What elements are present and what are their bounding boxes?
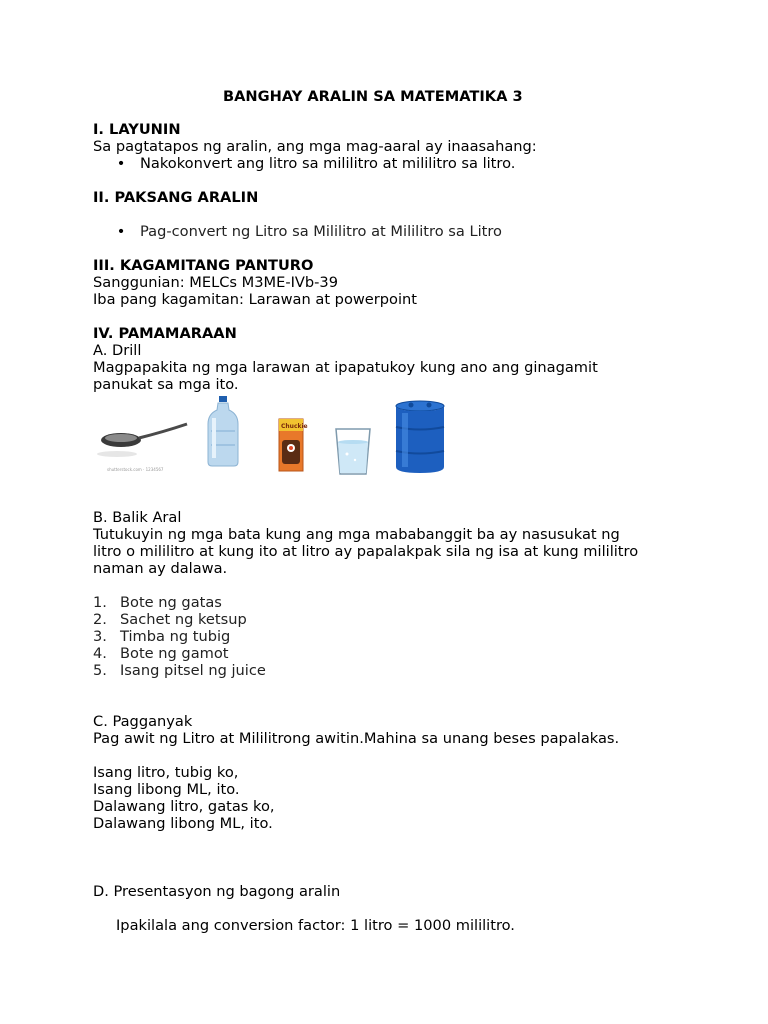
paksa-bullet: [116, 223, 502, 240]
song-line: Isang litro, tubig ko,: [93, 764, 239, 781]
list-item: [93, 611, 247, 628]
spoon-image: [93, 410, 189, 474]
drill-text-line1: Magpapakita ng mga larawan at ipapatukoy kung ano ang ginagamit: [93, 359, 598, 376]
list-text: Timba ng tubig: [120, 628, 231, 645]
presentasyon-label: D. Presentasyon ng bagong aralin: [93, 883, 341, 900]
pagganyak-label: C. Pagganyak: [93, 713, 193, 730]
list-text: Bote ng gamot: [120, 645, 229, 662]
list-item: [93, 645, 229, 662]
chocolate-drink-box-image: [278, 418, 308, 472]
section-heading-paksang-aralin: II. PAKSANG ARALIN: [93, 189, 259, 206]
list-text: Sachet ng ketsup: [120, 611, 247, 628]
section-heading-pamamaraan: IV. PAMAMARAAN: [93, 325, 237, 342]
list-item: [93, 594, 222, 611]
song-line: Dalawang libong ML, ito.: [93, 815, 273, 832]
balik-aral-line3: naman ay dalawa.: [93, 560, 228, 577]
layunin-bullet-text: Nakokonvert ang litro sa mililitro at mililitro sa litro.: [140, 155, 516, 172]
balik-aral-line2: litro o mililitro at kung ito at litro ay papalakpak sila ng isa at kung mililitro: [93, 543, 639, 560]
list-number: 1.: [93, 594, 107, 611]
balik-aral-line1: Tutukuyin ng mga bata kung ang mga mababanggit ba ay nasusukat ng: [93, 526, 620, 543]
drill-label: A. Drill: [93, 342, 142, 359]
kagamitan-line: Iba pang kagamitan: Larawan at powerpoint: [93, 291, 418, 308]
water-bottle-image: [205, 396, 241, 468]
list-text: Isang pitsel ng juice: [120, 662, 266, 679]
bullet-dot: •: [116, 223, 126, 240]
list-number: 5.: [93, 662, 107, 679]
list-number: 2.: [93, 611, 107, 628]
song-line: Dalawang litro, gatas ko,: [93, 798, 275, 815]
layunin-intro: Sa pagtatapos ng aralin, ang mga mag-aaral ay inaasahang:: [93, 138, 537, 155]
list-number: 3.: [93, 628, 107, 645]
conversion-factor-line: Ipakilala ang conversion factor: 1 litro = 1000 mililitro.: [116, 917, 515, 934]
paksa-bullet-text: Pag-convert ng Litro sa Mililitro at Mililitro sa Litro: [140, 223, 502, 240]
balik-aral-label: B. Balik Aral: [93, 509, 182, 526]
section-heading-kagamitang-panturo: III. KAGAMITANG PANTURO: [93, 257, 314, 274]
list-item: [93, 662, 266, 679]
song-line: Isang libong ML, ito.: [93, 781, 240, 798]
choco-brand-text: Chuckie: [281, 423, 308, 430]
section-heading-layunin: I. LAYUNIN: [93, 121, 181, 138]
spoon-caption: shutterstock.com · 1234567: [107, 467, 164, 472]
pagganyak-line1: Pag awit ng Litro at Mililitrong awitin.Mahina sa unang beses papalakas.: [93, 730, 620, 747]
list-number: 4.: [93, 645, 107, 662]
drill-images-row: [93, 396, 473, 478]
drill-text-line2: panukat sa mga ito.: [93, 376, 239, 393]
list-text: Bote ng gatas: [120, 594, 222, 611]
sanggunian-line: Sanggunian: MELCs M3ME-IVb-39: [93, 274, 339, 291]
document-title: BANGHAY ARALIN SA MATEMATIKA 3: [223, 88, 523, 105]
layunin-bullet: [116, 155, 516, 172]
glass-of-water-image: [333, 426, 373, 476]
list-item: [93, 628, 230, 645]
blue-drum-image: [393, 399, 447, 475]
bullet-dot: •: [116, 155, 126, 172]
